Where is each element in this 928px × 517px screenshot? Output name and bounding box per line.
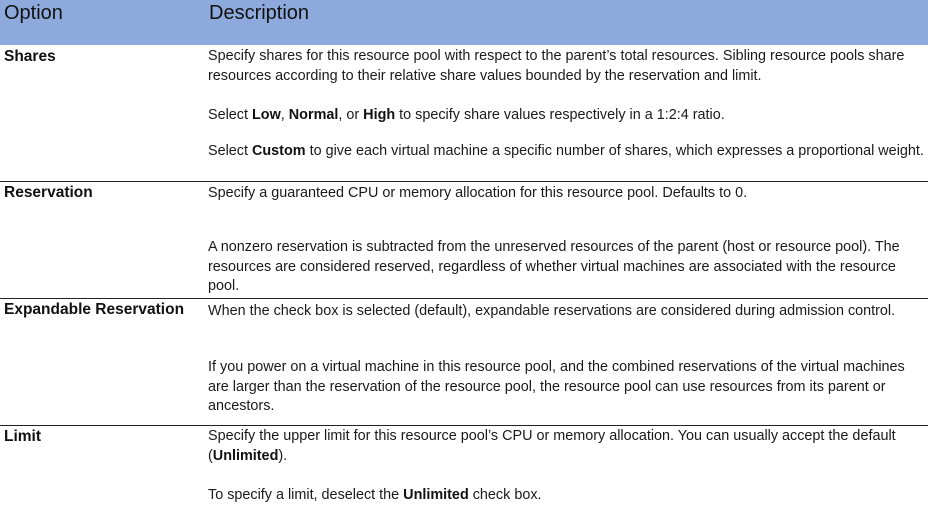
header-description: Description <box>209 2 310 24</box>
table-row-expandable-reservation <box>0 298 928 425</box>
text-run: Select <box>208 143 252 159</box>
description-paragraph <box>208 486 924 506</box>
text-run: Select <box>208 107 252 123</box>
bold-term: High <box>363 107 396 123</box>
bold-term: Unlimited <box>212 447 279 464</box>
bold-term: Custom <box>252 143 306 159</box>
table-row-limit <box>0 425 928 517</box>
option-label: Limit <box>4 428 42 445</box>
table-row-reservation <box>0 181 928 298</box>
text-run: Specify shares for this resource pool with respect to the parent’s total resources. Sibling resource pools share resources according to their relative share values bounded by the reservation and limit. <box>208 48 905 84</box>
bold-term: Normal <box>288 107 339 123</box>
bold-term: Low <box>252 107 281 123</box>
description-paragraph <box>208 358 924 417</box>
text-run: Specify the upper limit for this resource pool’s CPU or memory allocation. You can usually accept the default ( <box>208 428 896 464</box>
description-paragraph <box>208 427 924 466</box>
text-run: , <box>280 107 289 123</box>
description-paragraph <box>208 302 924 322</box>
text-run: When the check box is selected (default), expandable reservations are considered during admission control. <box>208 303 896 319</box>
header-option: Option <box>4 2 63 24</box>
option-label: Shares <box>4 48 56 65</box>
text-run: If you power on a virtual machine in this resource pool, and the combined reservations of the virtual machines are larger than the reservation of the resource pool, the resource pool can use resources from its parent or ancestors. <box>208 359 905 414</box>
table-header <box>0 0 928 45</box>
text-run: , or <box>338 107 364 123</box>
text-run: check box. <box>468 487 542 503</box>
text-run: ). <box>278 447 288 464</box>
description-paragraph <box>208 106 924 126</box>
option-label: Expandable Reservation <box>4 301 185 318</box>
description-paragraph <box>208 238 924 297</box>
text-run: Specify a guaranteed CPU or memory allocation for this resource pool. Defaults to 0. <box>208 185 748 201</box>
text-run: To specify a limit, deselect the <box>208 487 404 503</box>
table-row-shares <box>0 45 928 180</box>
option-label: Reservation <box>4 184 93 201</box>
text-run: A nonzero reservation is subtracted from the unreserved resources of the parent (host or resource pool). The resources are considered reserved, regardless of whether virtual machines are associated with the resource pool. <box>208 239 900 294</box>
bold-term: Unlimited <box>403 487 469 503</box>
description-paragraph <box>208 184 924 204</box>
text-run: to specify share values respectively in a 1:2:4 ratio. <box>395 107 725 123</box>
text-run: to give each virtual machine a specific number of shares, which expresses a proportional weight. <box>305 143 924 159</box>
description-paragraph <box>208 142 924 162</box>
description-paragraph <box>208 47 924 86</box>
